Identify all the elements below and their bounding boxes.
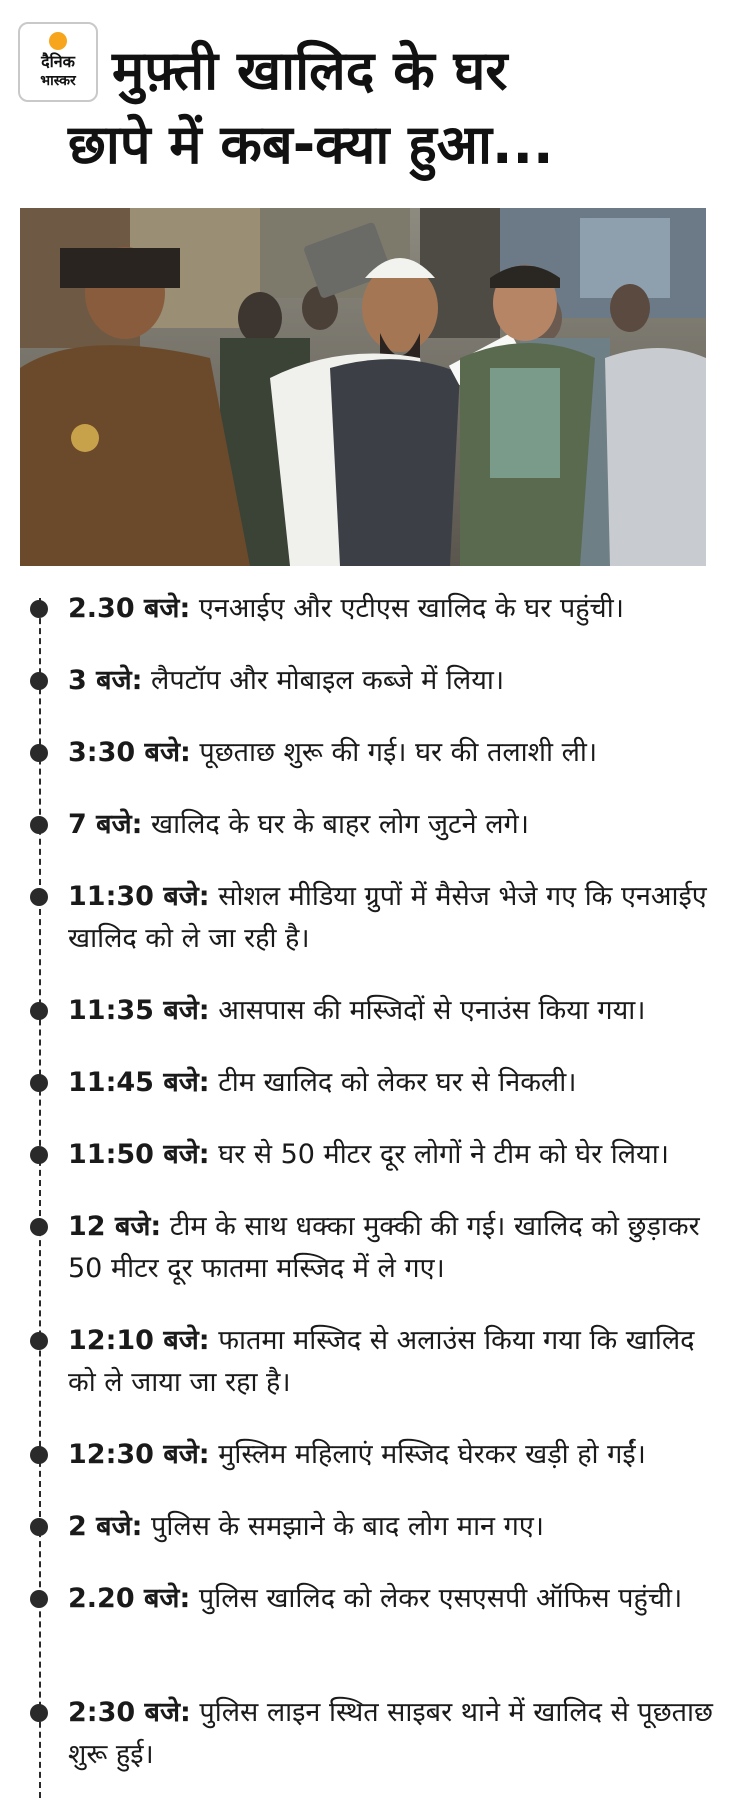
- entry-text: पुलिस के समझाने के बाद लोग मान गए।: [151, 1511, 544, 1542]
- entry-text: पूछताछ शुरू की गई। घर की तलाशी ली।: [199, 737, 598, 768]
- entry-text: सोशल मीडिया ग्रुपों में मैसेज भेजे गए कि एनआईए खालिद को ले जा रही है।: [68, 881, 707, 954]
- timeline-entry: [68, 876, 718, 960]
- bullet-dot-icon: [30, 1218, 48, 1236]
- timeline-entry: [68, 1434, 718, 1476]
- bullet-dot-icon: [30, 744, 48, 762]
- logo-line1: दैनिक: [41, 52, 75, 71]
- timeline-entry: [68, 1506, 718, 1548]
- bullet-dot-icon: [30, 1332, 48, 1350]
- entry-time: 11:45 बजे:: [68, 1067, 210, 1098]
- timeline-entry: [68, 1134, 718, 1176]
- bullet-dot-icon: [30, 1074, 48, 1092]
- timeline: [0, 580, 730, 1800]
- timeline-entry: [68, 588, 718, 630]
- bullet-dot-icon: [30, 1146, 48, 1164]
- entry-time: 2 बजे:: [68, 1511, 143, 1542]
- entry-text: लैपटॉप और मोबाइल कब्जे में लिया।: [151, 665, 505, 696]
- entry-time: 2:30 बजे:: [68, 1697, 191, 1728]
- headline-line1: मुफ़्ती खालिद के घर: [112, 39, 508, 102]
- entry-time: 3:30 बजे:: [68, 737, 191, 768]
- headline-line2: छापे में कब-क्या हुआ...: [68, 113, 554, 176]
- sun-icon: [49, 32, 67, 50]
- bullet-dot-icon: [30, 888, 48, 906]
- bullet-dot-icon: [30, 1446, 48, 1464]
- timeline-entry: [68, 1578, 718, 1620]
- entry-time: 3 बजे:: [68, 665, 143, 696]
- raid-photo-illustration: [20, 208, 706, 566]
- bullet-dot-icon: [30, 672, 48, 690]
- header: [0, 0, 730, 200]
- timeline-entry: [68, 1062, 718, 1104]
- entry-time: 2.20 बजे:: [68, 1583, 191, 1614]
- entry-time: 12:30 बजे:: [68, 1439, 210, 1470]
- timeline-entry: [68, 1320, 718, 1404]
- timeline-entry: [68, 990, 718, 1032]
- entry-text: आसपास की मस्जिदों से एनाउंस किया गया।: [218, 995, 646, 1026]
- logo-line2: भास्कर: [40, 73, 76, 89]
- entry-time: 11:35 बजे:: [68, 995, 210, 1026]
- entry-text: खालिद के घर के बाहर लोग जुटने लगे।: [151, 809, 529, 840]
- entry-time: 12:10 बजे:: [68, 1325, 210, 1356]
- entry-time: 7 बजे:: [68, 809, 143, 840]
- headline: [68, 34, 718, 182]
- entry-text: मुस्लिम महिलाएं मस्जिद घेरकर खड़ी हो गईं।: [218, 1439, 646, 1470]
- entry-text: टीम के साथ धक्का मुक्की की गई। खालिद को छुड़ाकर 50 मीटर दूर फातमा मस्जिद में ले गए।: [68, 1211, 700, 1284]
- entry-time: 12 बजे:: [68, 1211, 162, 1242]
- entry-text: घर से 50 मीटर दूर लोगों ने टीम को घेर लिया।: [218, 1139, 669, 1170]
- bullet-dot-icon: [30, 1590, 48, 1608]
- entry-time: 11:50 बजे:: [68, 1139, 210, 1170]
- entry-text: पुलिस लाइन स्थित साइबर थाने में खालिद से पूछताछ शुरू हुई।: [68, 1697, 713, 1770]
- entry-time: 2.30 बजे:: [68, 593, 191, 624]
- timeline-entry: [68, 1692, 718, 1776]
- bullet-dot-icon: [30, 600, 48, 618]
- entry-text: पुलिस खालिद को लेकर एसएसपी ऑफिस पहुंची।: [198, 1583, 683, 1614]
- timeline-entry: [68, 732, 718, 774]
- entry-text: फातमा मस्जिद से अलाउंस किया गया कि खालिद को ले जाया जा रहा है।: [68, 1325, 695, 1398]
- bullet-dot-icon: [30, 1518, 48, 1536]
- timeline-entry: [68, 1206, 718, 1290]
- timeline-entry: [68, 804, 718, 846]
- raid-photo: [20, 208, 706, 566]
- timeline-entry: [68, 660, 718, 702]
- timeline-dashed-line: [39, 598, 41, 1798]
- entry-text: एनआईए और एटीएस खालिद के घर पहुंची।: [198, 593, 624, 624]
- bullet-dot-icon: [30, 816, 48, 834]
- bullet-dot-icon: [30, 1002, 48, 1020]
- entry-text: टीम खालिद को लेकर घर से निकली।: [218, 1067, 577, 1098]
- bullet-dot-icon: [30, 1704, 48, 1722]
- entry-time: 11:30 बजे:: [68, 881, 210, 912]
